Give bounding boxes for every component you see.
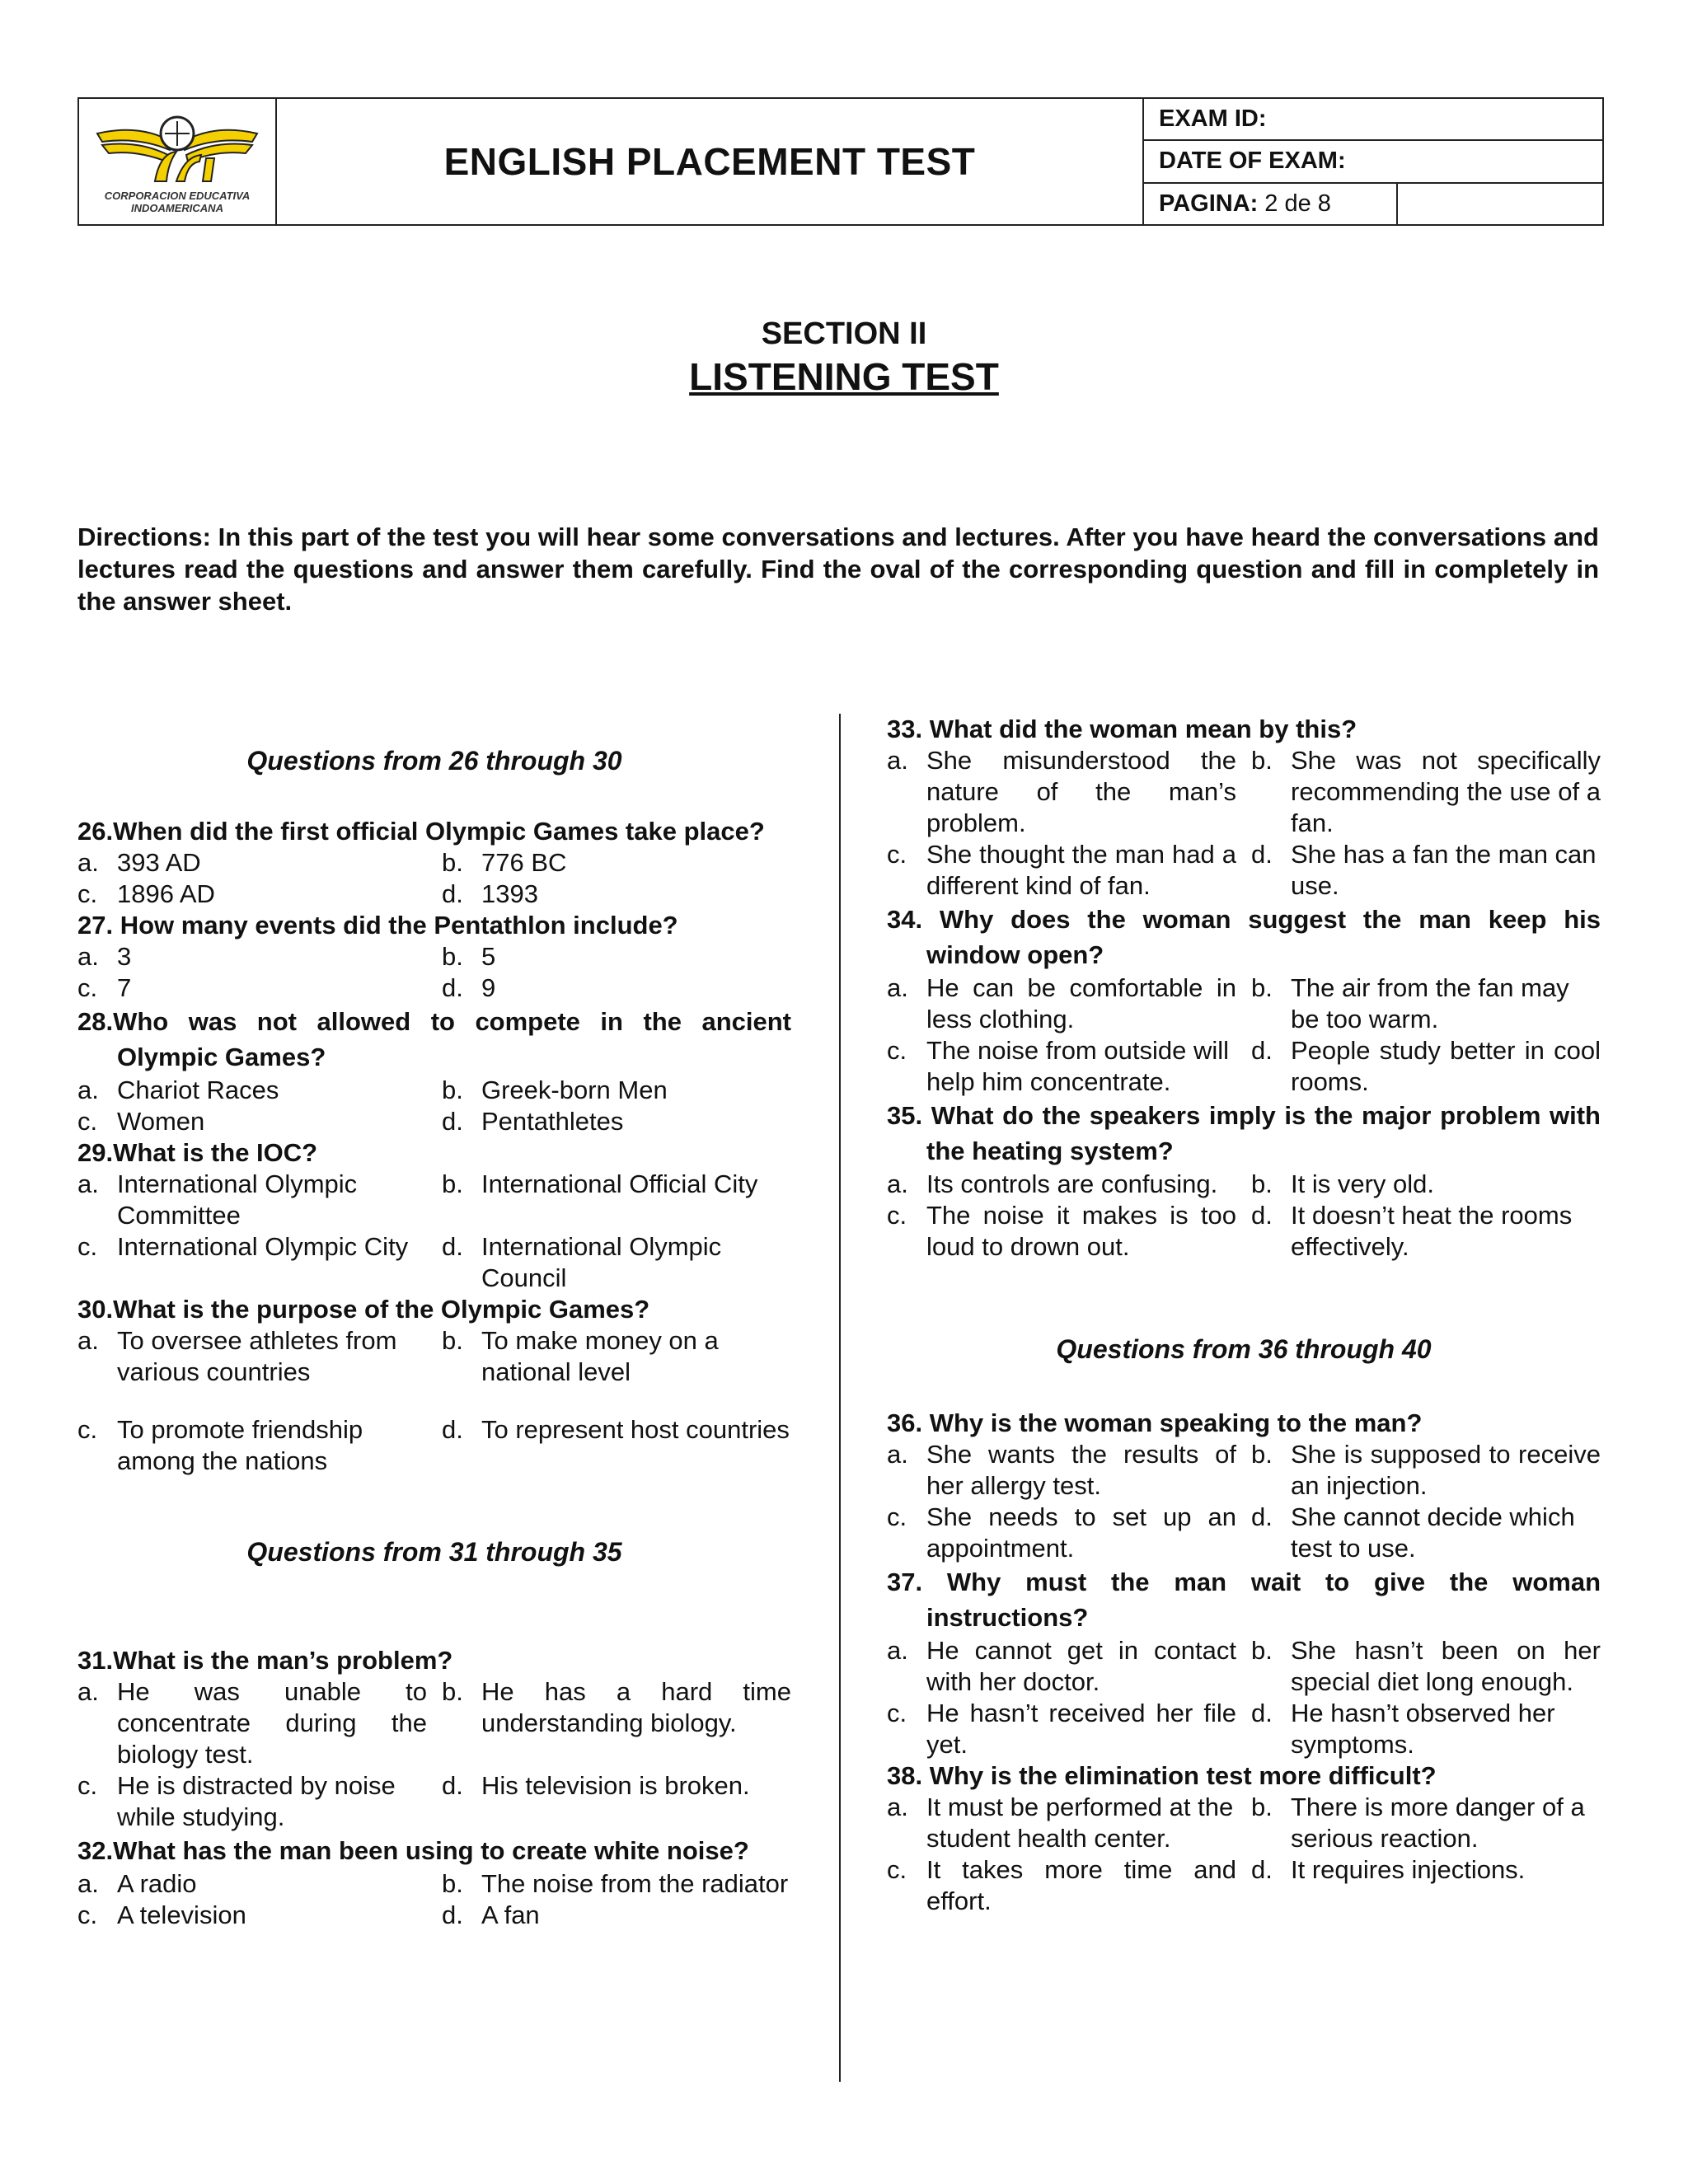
option-30-d: d. To represent host countries: [442, 1415, 790, 1444]
options-32: [77, 1868, 791, 1931]
left-column: [77, 714, 791, 1931]
options-29: [77, 1169, 791, 1294]
option-34-d: d. People study better in cool rooms.: [1251, 1036, 1601, 1096]
question-text: 30.What is the purpose of the Olympic Games?: [77, 1295, 650, 1324]
options-26: [77, 847, 791, 910]
section-number: SECTION II: [761, 316, 927, 351]
option-32-a: a. A radio: [77, 1869, 197, 1898]
section-name: LISTENING TEST: [689, 355, 999, 398]
option-26-c: c. 1896 AD: [77, 879, 215, 908]
option-33-d: d. She has a fan the man can use.: [1251, 840, 1597, 900]
option-36-d: d. She cannot decide which test to use.: [1251, 1502, 1575, 1563]
page-label: PAGINA:: [1159, 190, 1259, 217]
option-31-b: b. He has a hard time understanding biology.: [442, 1677, 791, 1737]
question-text: 28.Who was not allowed to compete in the ancient Olympic Games?: [77, 1007, 791, 1071]
option-35-c: c. The noise it makes is too loud to drown out.: [887, 1201, 1236, 1261]
option-35-a: a. Its controls are confusing.: [887, 1169, 1218, 1198]
option-27-c: c. 7: [77, 973, 132, 1002]
question-28: [77, 1004, 791, 1075]
option-28-d: d. Pentathletes: [442, 1107, 624, 1136]
option-30-b: b. To make money on a national level: [442, 1326, 719, 1386]
option-38-c: c. It takes more time and effort.: [887, 1855, 1236, 1915]
option-29-b: b. International Official City: [442, 1169, 758, 1198]
question-34: [887, 902, 1601, 972]
options-36: [887, 1439, 1601, 1564]
directions-text: Directions: In this part of the test you will hear some conversations and lectures. After you have heard the conversations and lectures read the questions and answer them carefully. Find the oval of the corresponding question and fill in completely in the answer sheet.: [77, 523, 1599, 616]
option-29-d: d. International Olympic Council: [442, 1232, 722, 1292]
option-29-c: c. International Olympic City: [77, 1232, 409, 1261]
option-34-c: c. The noise from outside will help him concentrate.: [887, 1036, 1229, 1096]
logo-cell: [79, 99, 277, 224]
option-33-b: b. She was not specifically recommending the use of a fan.: [1251, 746, 1601, 837]
question-text: 32.What has the man been using to create white noise?: [77, 1836, 749, 1865]
question-33: [887, 714, 1601, 745]
option-32-b: b. The noise from the radiator: [442, 1869, 789, 1898]
option-36-a: a. She wants the results of her allergy test.: [887, 1440, 1236, 1500]
option-36-c: c. She needs to set up an appointment.: [887, 1502, 1236, 1563]
question-text: 26.When did the first official Olympic Games take place?: [77, 817, 765, 846]
group-title-26-30: Questions from 26 through 30: [246, 746, 622, 776]
question-text: 37. Why must the man wait to give the woman instructions?: [887, 1568, 1601, 1632]
exam-date-label: DATE OF EXAM:: [1159, 148, 1346, 175]
option-26-d: d. 1393: [442, 879, 538, 908]
option-33-c: c. She thought the man had a different kind of fan.: [887, 840, 1236, 900]
question-27: [77, 910, 791, 941]
page-value: 2 de 8: [1264, 190, 1331, 217]
option-28-a: a. Chariot Races: [77, 1076, 279, 1104]
option-34-a: a. He can be comfortable in less clothing.: [887, 973, 1236, 1033]
question-text: 34. Why does the woman suggest the man keep his window open?: [887, 905, 1601, 969]
option-31-d: d. His television is broken.: [442, 1771, 750, 1800]
option-35-b: b. It is very old.: [1251, 1169, 1434, 1198]
option-37-a: a. He cannot get in contact with her doctor.: [887, 1636, 1236, 1696]
right-column: [887, 714, 1601, 1917]
options-30: [77, 1325, 791, 1477]
page-field: [1144, 184, 1602, 224]
options-38: [887, 1792, 1601, 1917]
test-title: ENGLISH PLACEMENT TEST: [277, 99, 1144, 224]
question-29: [77, 1137, 791, 1169]
exam-header: [77, 97, 1604, 226]
question-text: 35. What do the speakers imply is the major problem with the heating system?: [887, 1101, 1601, 1165]
option-26-b: b. 776 BC: [442, 848, 567, 877]
question-32: [77, 1833, 791, 1868]
question-26: [77, 816, 791, 847]
question-37: [887, 1564, 1601, 1635]
option-30-a: a. To oversee athletes from various countries: [77, 1326, 397, 1386]
option-30-c: c. To promote friendship among the nations: [77, 1415, 363, 1475]
group-title-36-40: Questions from 36 through 40: [1056, 1334, 1432, 1364]
option-38-d: d. It requires injections.: [1251, 1855, 1526, 1884]
option-28-c: c. Women: [77, 1107, 205, 1136]
options-37: [887, 1635, 1601, 1760]
exam-id-label: EXAM ID:: [1159, 105, 1267, 133]
option-27-a: a. 3: [77, 942, 132, 971]
cei-logo-icon: [91, 109, 264, 188]
option-37-c: c. He hasn’t received her file yet.: [887, 1699, 1236, 1759]
column-divider: [839, 714, 841, 2082]
options-35: [887, 1169, 1601, 1263]
group-title-31-35: Questions from 31 through 35: [246, 1537, 622, 1567]
option-27-b: b. 5: [442, 942, 496, 971]
question-35: [887, 1098, 1601, 1169]
question-text: 31.What is the man’s problem?: [77, 1646, 453, 1675]
question-text: 29.What is the IOC?: [77, 1138, 318, 1167]
question-31: [77, 1645, 791, 1676]
question-38: [887, 1760, 1601, 1792]
option-33-a: a. She misunderstood the nature of the man’s problem.: [887, 746, 1236, 837]
options-27: [77, 941, 791, 1004]
question-36: [887, 1408, 1601, 1439]
option-37-d: d. He hasn’t observed her symptoms.: [1251, 1699, 1555, 1759]
option-36-b: b. She is supposed to receive an injection.: [1251, 1440, 1601, 1500]
options-28: [77, 1075, 791, 1137]
question-text: 33. What did the woman mean by this?: [887, 715, 1357, 743]
option-35-d: d. It doesn’t heat the rooms effectively.: [1251, 1201, 1573, 1261]
options-34: [887, 972, 1601, 1098]
option-34-b: b. The air from the fan may be too warm.: [1251, 973, 1569, 1033]
exam-meta: [1144, 99, 1602, 224]
logo-org-line2: INDOAMERICANA: [131, 202, 223, 214]
option-38-b: b. There is more danger of a serious reaction.: [1251, 1793, 1585, 1853]
question-text: 27. How many events did the Pentathlon include?: [77, 911, 678, 940]
option-32-c: c. A television: [77, 1900, 246, 1929]
options-31: [77, 1676, 791, 1833]
options-33: [887, 745, 1601, 902]
option-27-d: d. 9: [442, 973, 496, 1002]
exam-id-field: [1144, 99, 1602, 141]
logo-org-line1: CORPORACION EDUCATIVA: [104, 190, 251, 202]
option-31-c: c. He is distracted by noise while studying.: [77, 1771, 396, 1831]
option-26-a: a. 393 AD: [77, 848, 201, 877]
exam-date-field: [1144, 141, 1602, 183]
option-38-a: a. It must be performed at the student health center.: [887, 1793, 1234, 1853]
option-37-b: b. She hasn’t been on her special diet long enough.: [1251, 1636, 1601, 1696]
option-28-b: b. Greek-born Men: [442, 1076, 668, 1104]
option-32-d: d. A fan: [442, 1900, 540, 1929]
question-30: [77, 1294, 791, 1325]
question-text: 38. Why is the elimination test more difficult?: [887, 1761, 1437, 1790]
option-29-a: a. International Olympic Committee: [77, 1169, 358, 1230]
option-31-a: a. He was unable to concentrate during the biology test.: [77, 1677, 427, 1769]
question-text: 36. Why is the woman speaking to the man?: [887, 1408, 1423, 1437]
